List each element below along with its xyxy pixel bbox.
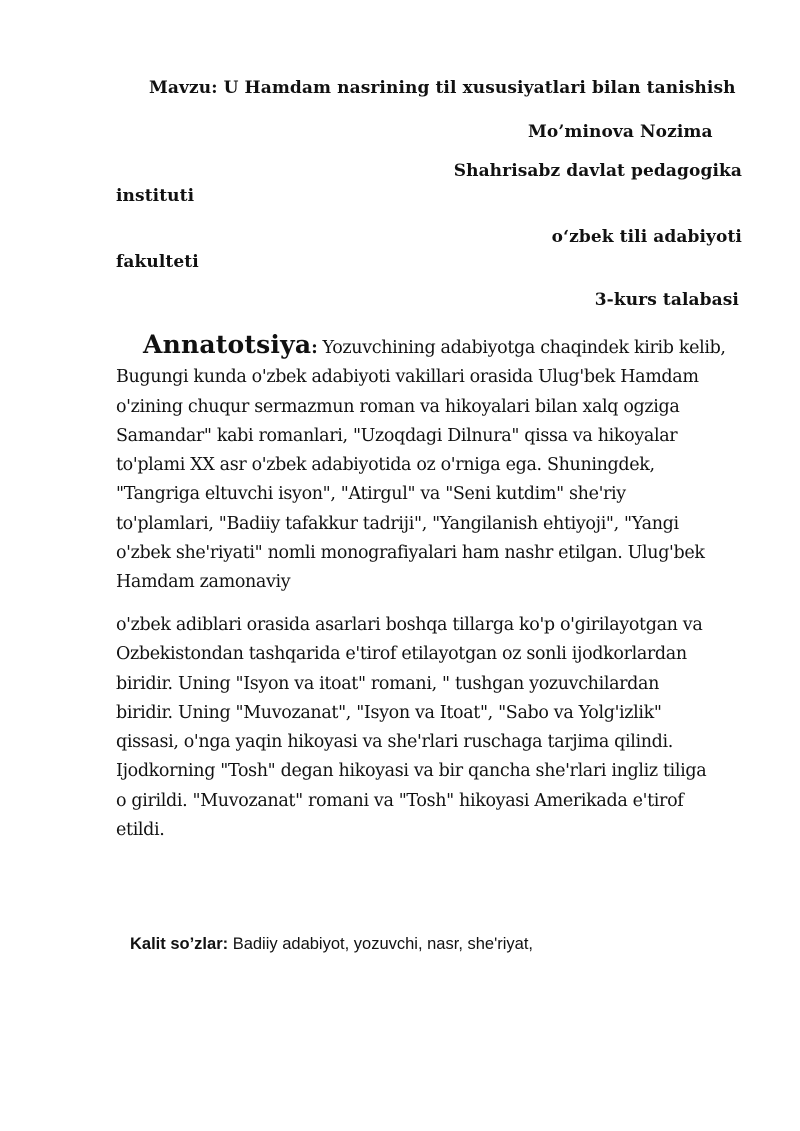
annotation-line: to'plami XX asr o'zbek adabiyotida oz o'rniga ega. Shuningdek, [116, 455, 655, 476]
annotation-line: Hamdam zamonaviy [116, 572, 291, 593]
faculty-line-1: o‘zbek tili adabiyoti [551, 227, 742, 247]
annotation-first-line [116, 330, 748, 363]
annotation-line: o'zining chuqur sermazmun roman va hikoyalari bilan xalq ogziga [116, 396, 680, 417]
body-line: o'zbek adiblari orasida asarlari boshqa tillarga ko'p o'girilayotgan va [116, 615, 703, 635]
annotation-line: Samandar" kabi romanlari, "Uzoqdagi Dilnura" qissa va hikoyalar [116, 425, 678, 446]
author-name: Mo’minova Nozima [528, 122, 713, 142]
body-line: etildi. [116, 820, 165, 841]
institute-line-2: instituti [116, 186, 195, 206]
annotation-paragraph [116, 330, 748, 598]
keywords-line [130, 935, 533, 954]
body-line: biridir. Uning "Muvozanat", "Isyon va Itoat", "Sabo va Yolg'izlik" [116, 702, 662, 723]
annotation-line: o'zbek she'riyati" nomli monografiyalari ham nashr etilgan. Ulug'bek [116, 543, 705, 564]
annotation-title: Annatotsiya [143, 330, 312, 359]
keywords-text: Badiiy adabiyot, yozuvchi, nasr, she'riyat, [228, 935, 533, 953]
body-line: Ozbekistondan tashqarida e'tirof etilayotgan oz sonli ijodkorlardan [116, 644, 687, 665]
institute-line-1: Shahrisabz davlat pedagogika [453, 161, 742, 181]
keywords-label: Kalit so’zlar: [130, 935, 229, 953]
topic-heading: Mavzu: U Hamdam nasrining til xususiyatlari bilan tanishish [149, 78, 736, 98]
annotation-line: "Tangriga eltuvchi isyon", "Atirgul" va "Seni kutdim" she'riy [116, 484, 626, 505]
annotation-line: Yozuvchining adabiyotga chaqindek kirib kelib, [317, 338, 726, 358]
course-label: 3-kurs talabasi [594, 290, 739, 310]
annotation-line: Bugungi kunda o'zbek adabiyoti vakillari orasida Ulug'bek Hamdam [116, 367, 699, 388]
body-line: biridir. Uning "Isyon va itoat" romani, " tushgan yozuvchilardan [116, 673, 660, 694]
body-line: o girildi. "Muvozanat" romani va "Tosh" hikoyasi Amerikada e'tirof [116, 790, 684, 811]
annotation-colon: : [311, 338, 318, 358]
body-paragraph [116, 611, 748, 845]
body-line: Ijodkorning "Tosh" degan hikoyasi va bir qancha she'rlari ingliz tiliga [116, 761, 707, 782]
annotation-line: to'plamlari, "Badiiy tafakkur tadriji", "Yangilanish ehtiyoji", "Yangi [116, 513, 679, 534]
faculty-line-2: fakulteti [116, 252, 199, 272]
body-line: qissasi, o'nga yaqin hikoyasi va she'rlari ruschaga tarjima qilindi. [116, 732, 673, 753]
